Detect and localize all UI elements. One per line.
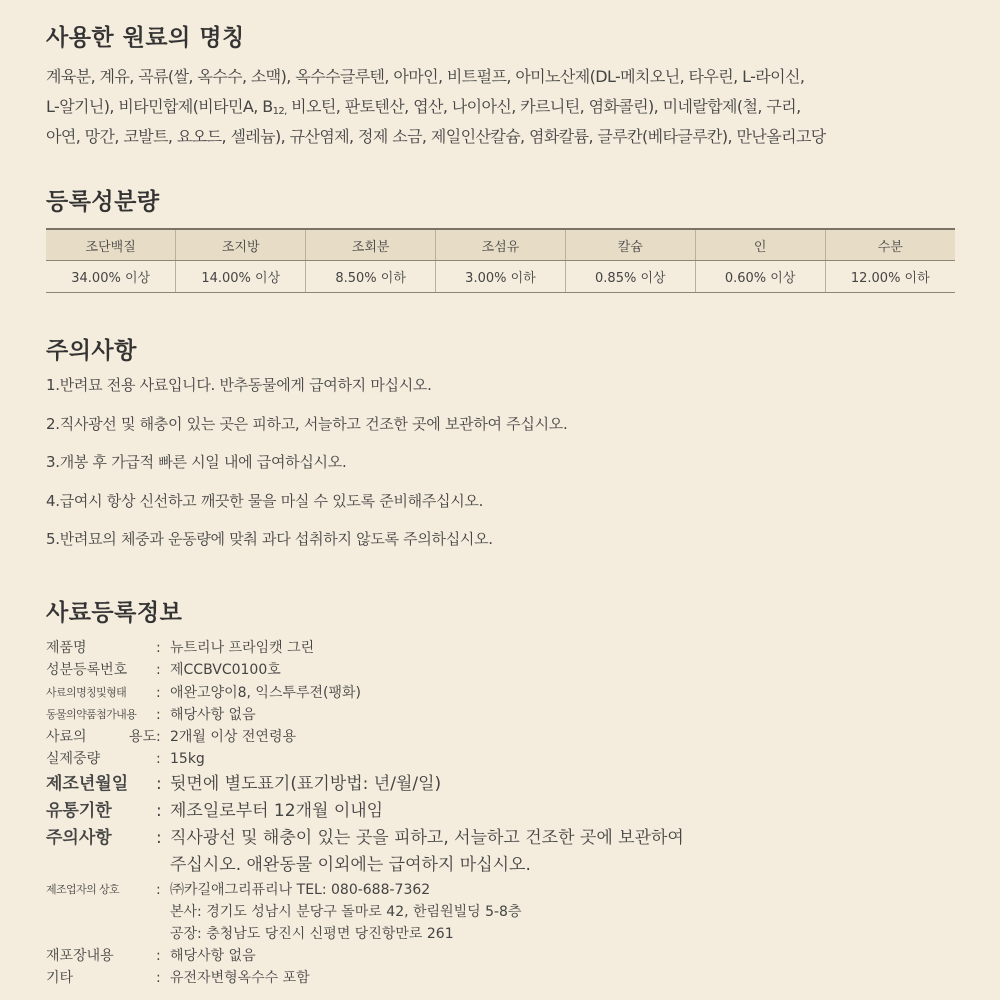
reg-value-notes-line-2: 주십시오. 애완동물 이외에는 급여하지 마십시오. [170, 854, 531, 875]
cautions-section-title: 주의사항 [46, 338, 137, 364]
analysis-header-calcium: 칼슘 [565, 229, 695, 261]
reg-colon: : [156, 881, 161, 898]
reg-value-notes [170, 825, 684, 879]
reg-value-manufacturer-line-2: 본사: 경기도 성남시 분당구 돌마로 42, 한림원빌딩 5-8층 [170, 903, 522, 920]
analysis-header-crude-ash: 조회분 [306, 229, 436, 261]
reg-value-manufacturer-line-1: ㈜카길애그리퓨리나 TEL: 080-688-7362 [170, 881, 431, 898]
reg-colon: : [156, 773, 162, 794]
reg-value-notes-line-1: 직사광선 및 해충이 있는 곳을 피하고, 서늘하고 건조한 곳에 보관하여 [170, 827, 684, 848]
analysis-header-crude-protein: 조단백질 [46, 229, 176, 261]
reg-value-mfg-date: 뒷면에 별도표기(표기방법: 년/월/일) [170, 773, 442, 794]
analysis-header-phosphorus: 인 [695, 229, 825, 261]
reg-value-product-name: 뉴트리나 프라임캣 그린 [170, 640, 315, 656]
reg-colon: : [156, 970, 161, 987]
reg-colon: : [156, 947, 161, 964]
reg-colon: : [156, 800, 162, 821]
caution-item-4: 4.급여시 항상 신선하고 깨끗한 물을 마실 수 있도록 준비해주십시오. [46, 491, 484, 510]
reg-label-other: 기타 [46, 970, 74, 987]
reg-label-reg-number: 성분등록번호 [46, 662, 128, 679]
reg-row-expiry [46, 798, 966, 825]
analysis-value-moisture: 12.00% 이하 [825, 261, 955, 293]
analysis-header-crude-fiber: 조섬유 [436, 229, 566, 261]
analysis-table [46, 228, 955, 293]
reg-label-net-weight: 실제중량 [46, 751, 101, 768]
reg-label-expiry: 유통기한 [46, 800, 112, 821]
reg-label-mfg-date: 제조년월일 [46, 773, 129, 794]
reg-colon: : [156, 662, 161, 679]
reg-row-repack [46, 945, 966, 967]
reg-label-usage: 사료의 용도 [46, 729, 156, 746]
analysis-value-row [46, 261, 955, 293]
caution-item-3: 3.개봉 후 가급적 빠른 시일 내에 급여하십시오. [46, 453, 347, 471]
reg-label-manufacturer: 제조업자의 상호 [46, 882, 120, 896]
reg-row-product-name [46, 637, 966, 659]
reg-label-repack: 재포장내용 [46, 947, 114, 964]
analysis-value-crude-fiber: 3.00% 이하 [436, 261, 566, 293]
reg-value-net-weight: 15kg [170, 751, 205, 768]
analysis-section-title: 등록성분량 [46, 189, 160, 215]
ingredients-line-2-end: 비오틴, 판토텐산, 엽산, 나이아신, 카르니틴, 염화콜린), 미네랄합제(철, 구리, [286, 97, 801, 116]
reg-value-repack: 해당사항 없음 [170, 947, 256, 964]
analysis-header-crude-fat: 조지방 [176, 229, 306, 261]
caution-item-5: 5.반려묘의 체중과 운동량에 맞춰 과다 섭취하지 않도록 주의하십시오. [46, 530, 493, 548]
reg-colon: : [156, 751, 161, 768]
reg-row-manufacturer [46, 879, 966, 945]
reg-colon: : [156, 729, 161, 746]
reg-value-drug-additive: 해당사항 없음 [170, 706, 256, 723]
analysis-header-moisture: 수분 [825, 229, 955, 261]
reg-value-other: 유전자변형옥수수 포함 [170, 970, 310, 987]
reg-row-drug-additive [46, 704, 966, 726]
reg-label-drug-additive: 동물의약품첨가내용 [46, 707, 137, 721]
reg-row-mfg-date [46, 771, 966, 798]
registration-info [46, 637, 966, 989]
reg-value-usage: 2개월 이상 전연령용 [170, 729, 296, 746]
reg-row-usage [46, 726, 966, 748]
reg-label-name-form: 사료의명칭및형태 [46, 685, 127, 699]
cautions-list [46, 374, 567, 567]
reg-row-reg-number [46, 659, 966, 681]
reg-label-notes: 주의사항 [46, 827, 112, 848]
ingredients-section-title: 사용한 원료의 명칭 [46, 25, 245, 51]
analysis-value-crude-protein: 34.00% 이상 [46, 261, 176, 293]
reg-row-other [46, 967, 966, 989]
ingredients-line-3: 아연, 망간, 코발트, 요오드, 셀레늄), 규산염제, 정제 소금, 제일인산칼슘, 염화칼륨, 글루칸(베타글루칸), 만난올리고당 [46, 127, 826, 146]
ingredients-line-2 [46, 92, 958, 122]
vitamin-b12-subscript: 12, [272, 106, 287, 117]
reg-colon: : [156, 640, 161, 656]
reg-colon: : [156, 827, 162, 848]
analysis-value-phosphorus: 0.60% 이상 [695, 261, 825, 293]
reg-row-notes [46, 825, 966, 879]
analysis-value-crude-ash: 8.50% 이하 [306, 261, 436, 293]
reg-colon: : [156, 706, 161, 723]
analysis-value-calcium: 0.85% 이상 [565, 261, 695, 293]
analysis-value-crude-fat: 14.00% 이상 [176, 261, 306, 293]
reg-value-expiry: 제조일로부터 12개월 이내임 [170, 800, 384, 821]
reg-value-manufacturer-line-3: 공장: 충청남도 당진시 신평면 당진항만로 261 [170, 925, 454, 942]
reg-label-product-name: 제품명 [46, 640, 87, 656]
reg-row-name-form [46, 682, 966, 704]
ingredients-line-2-start: L-알기닌), 비타민합제(비타민A, B [46, 97, 273, 116]
caution-item-1: 1.반려묘 전용 사료입니다. 반추동물에게 급여하지 마십시오. [46, 376, 432, 394]
analysis-header-row [46, 229, 955, 261]
reg-value-reg-number: 제CCBVC0100호 [170, 662, 281, 679]
caution-item-2: 2.직사광선 및 해충이 있는 곳은 피하고, 서늘하고 건조한 곳에 보관하여 주십시오. [46, 414, 568, 433]
reg-colon: : [156, 684, 161, 701]
reg-row-net-weight [46, 748, 966, 770]
reg-value-manufacturer [170, 879, 521, 945]
registration-section-title: 사료등록정보 [46, 600, 183, 626]
ingredients-line-1: 계육분, 계유, 곡류(쌀, 옥수수, 소맥), 옥수수글루텐, 아마인, 비트펄프, 아미노산제(DL-메치오닌, 타우린, L-라이신, [46, 67, 805, 86]
ingredients-list [46, 62, 958, 152]
reg-value-name-form: 애완고양이8, 익스투루젼(팽화) [170, 684, 362, 701]
